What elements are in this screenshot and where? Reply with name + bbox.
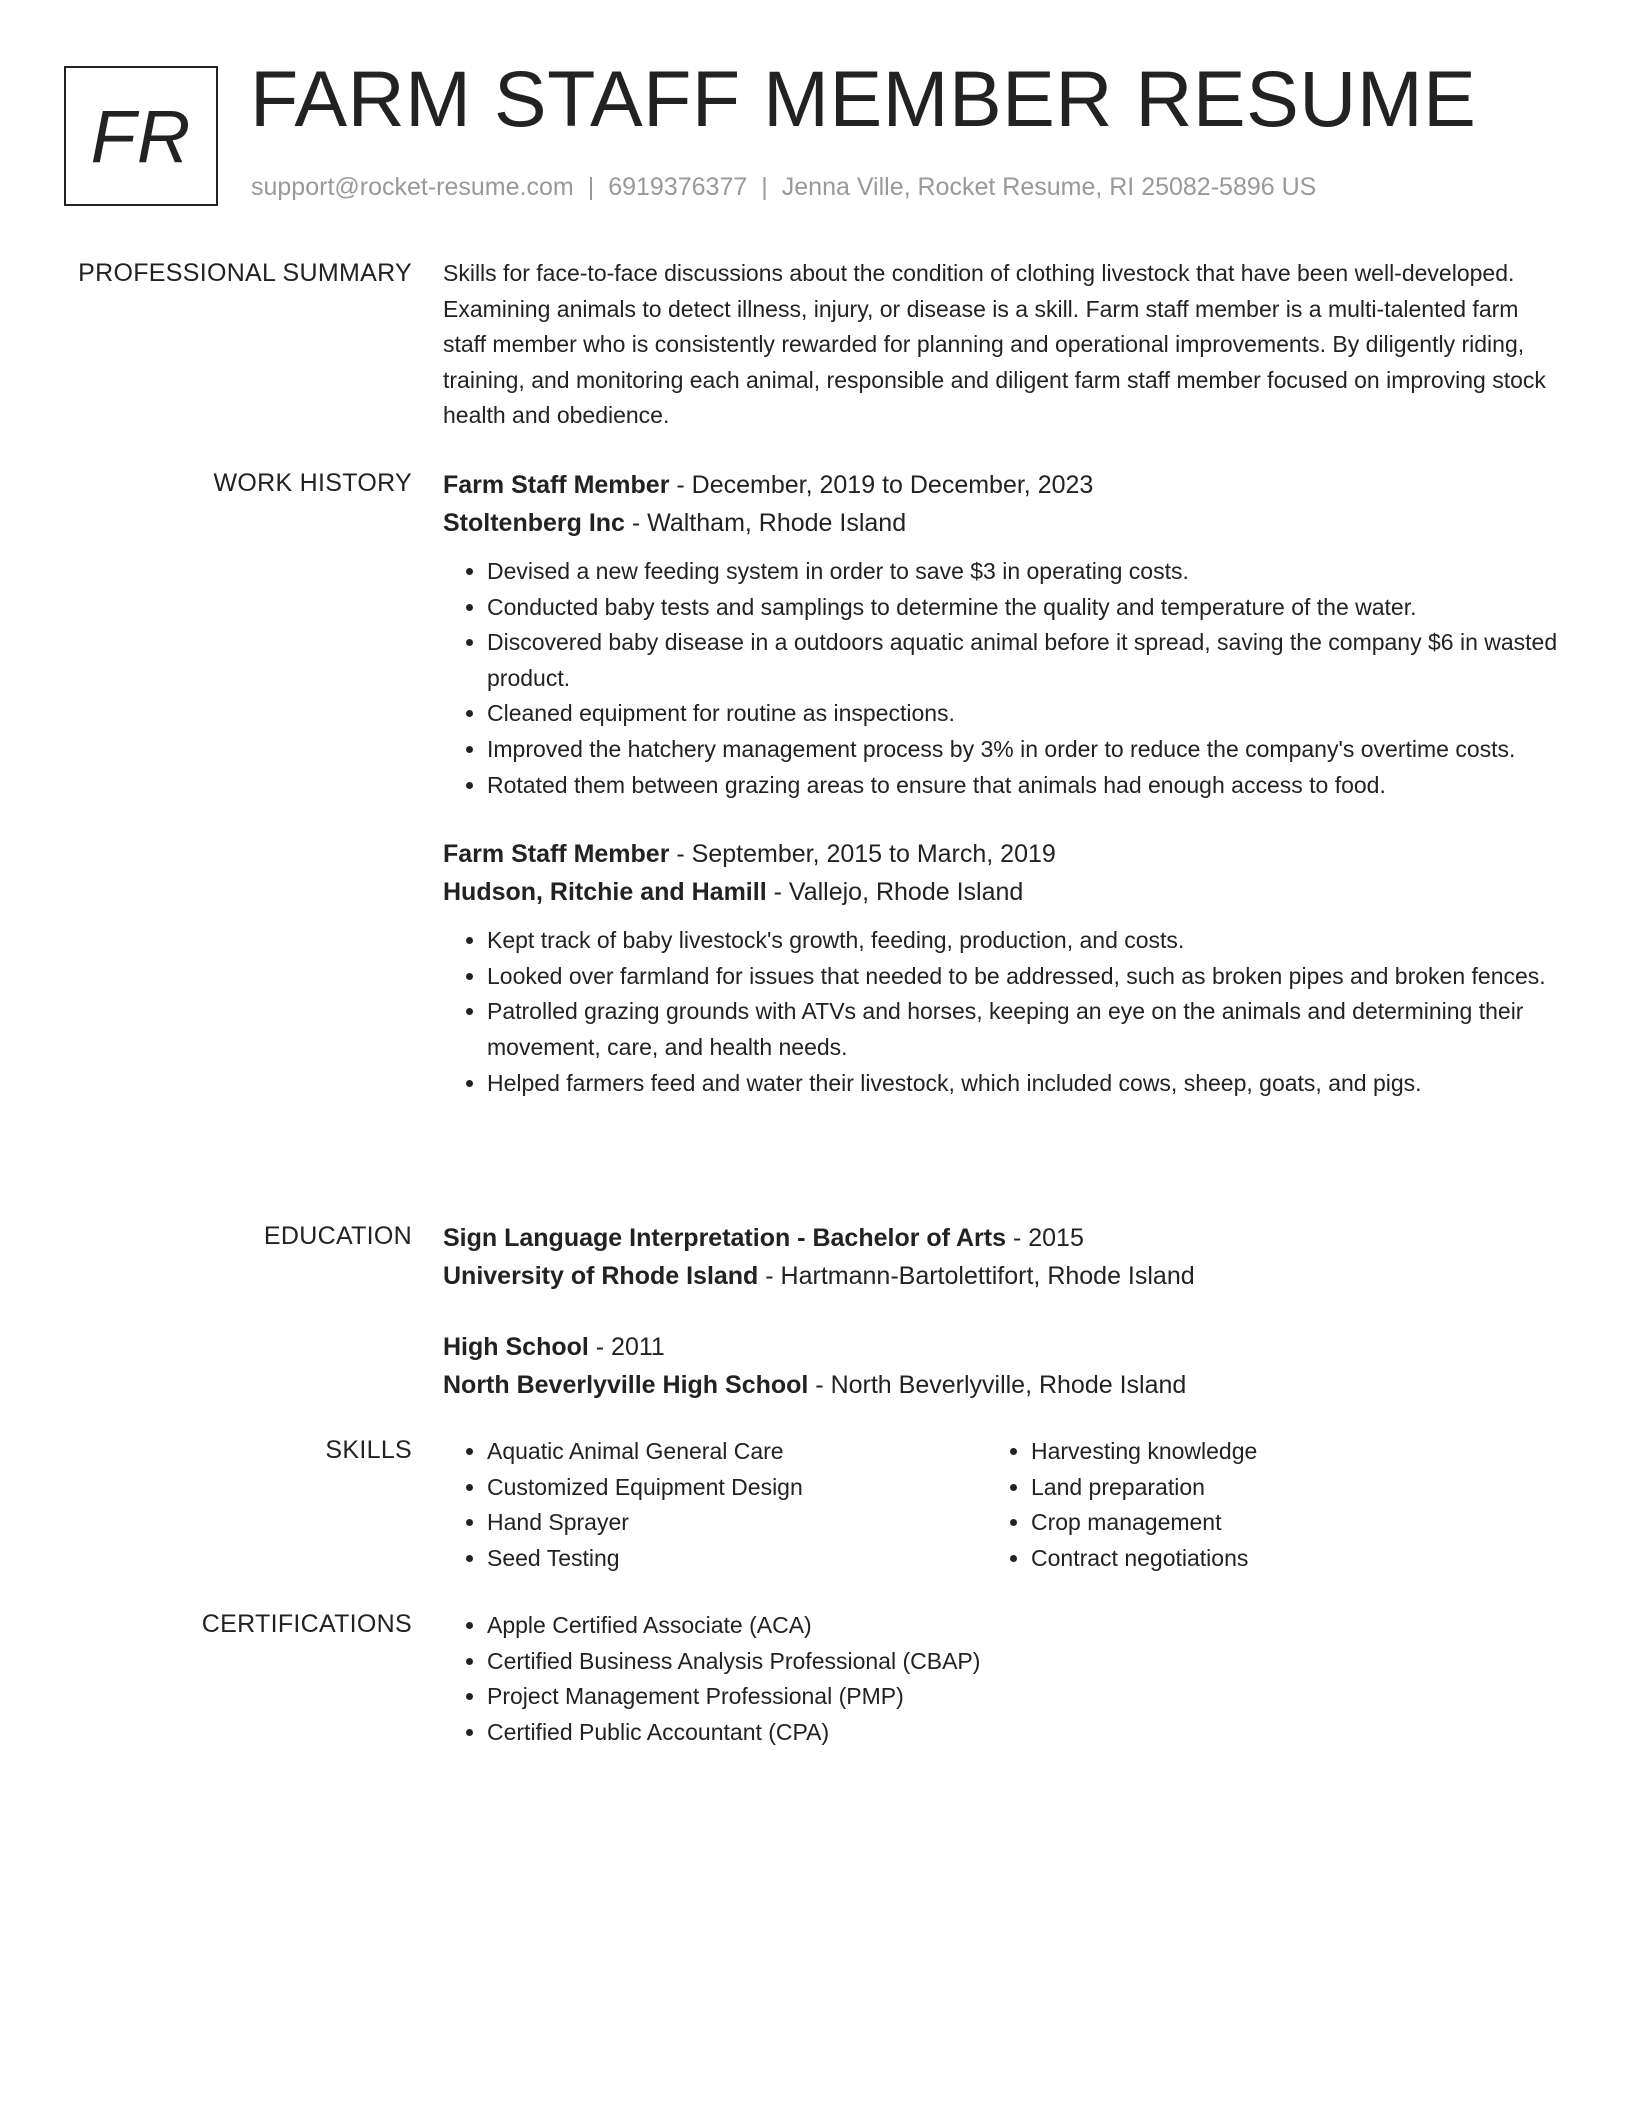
education-entry (443, 1328, 1558, 1404)
job-title: Farm Staff Member (443, 471, 670, 499)
list-item: • Aquatic Animal General Care (487, 1434, 987, 1470)
summary-text: Skills for face-to-face discussions about the condition of clothing livestock that have been well-developed. Examining animals to detect illness, injury, or disease is a skill. Farm staff member is a multi-talented farm staff member who is consistently rewarded for planning and operational improvements. By diligently riding, training, and monitoring each animal, responsible and diligent farm staff member focused on improving stock health and obedience. (443, 260, 1546, 429)
list-item: • Crop management (1031, 1505, 1531, 1541)
job-dates: - December, 2019 to December, 2023 (669, 471, 1094, 499)
job-company-line (443, 504, 1558, 542)
job-company: Stoltenberg Inc (443, 509, 625, 537)
skills-list-right (987, 1434, 1531, 1576)
contact-phone[interactable]: 6919376377 (608, 173, 748, 201)
certifications-body (443, 1608, 1558, 1750)
education-body (443, 1219, 1558, 1404)
list-item: • Harvesting knowledge (1031, 1434, 1531, 1470)
job-location: - Waltham, Rhode Island (624, 509, 907, 537)
list-item: • Cleaned equipment for routine as inspections. (487, 696, 1558, 732)
list-item: • Kept track of baby livestock's growth, feeding, production, and costs. (487, 923, 1558, 959)
school-line (443, 1366, 1558, 1404)
skills-heading: SKILLS (325, 1436, 412, 1464)
monogram-text: FR (90, 94, 192, 178)
certifications-heading: CERTIFICATIONS (201, 1610, 412, 1638)
school-location: - North Beverlyville, Rhode Island (808, 1371, 1187, 1399)
job-company-line (443, 873, 1558, 911)
list-item: • Helped farmers feed and water their livestock, which included cows, sheep, goats, and pigs. (487, 1066, 1558, 1102)
summary-body (443, 256, 1558, 434)
school-name: North Beverlyville High School (443, 1371, 809, 1399)
degree-name: High School (443, 1333, 589, 1361)
skills-list-left (443, 1434, 987, 1576)
resume-title: FARM STAFF MEMBER RESUME (250, 54, 1477, 143)
school-name: University of Rhode Island (443, 1262, 759, 1290)
work-history-heading: WORK HISTORY (213, 469, 412, 497)
job-company: Hudson, Ritchie and Hamill (443, 878, 767, 907)
degree-year: - 2011 (588, 1333, 665, 1361)
education-heading: EDUCATION (263, 1222, 412, 1250)
work-history-body (443, 466, 1558, 1101)
degree-name: Sign Language Interpretation - Bachelor of Arts (443, 1224, 1007, 1252)
job-title: Farm Staff Member (443, 840, 670, 869)
degree-line (443, 1328, 1558, 1366)
list-item: • Customized Equipment Design (487, 1470, 987, 1506)
school-location: - Hartmann-Bartolettifort, Rhode Island (758, 1262, 1195, 1290)
degree-year: - 2015 (1006, 1224, 1084, 1252)
job-duties-list (443, 923, 1558, 1101)
job-entry (443, 466, 1558, 803)
list-item: • Certified Business Analysis Professional (CBAP) (487, 1644, 1558, 1680)
education-entry (443, 1219, 1558, 1295)
job-location: - Vallejo, Rhode Island (766, 878, 1024, 907)
list-item: • Patrolled grazing grounds with ATVs and horses, keeping an eye on the animals and determining their movement, care, and health needs. (487, 994, 1558, 1065)
contact-address: Jenna Ville, Rocket Resume, RI 25082-5896 US (781, 173, 1317, 201)
list-item: • Discovered baby disease in a outdoors aquatic animal before it spread, saving the company $6 in wasted product. (487, 625, 1558, 696)
skills-grid (443, 1434, 1558, 1576)
job-title-line (443, 835, 1558, 873)
list-item: • Seed Testing (487, 1541, 987, 1577)
list-item: • Rotated them between grazing areas to ensure that animals had enough access to food. (487, 768, 1558, 804)
list-item: • Looked over farmland for issues that needed to be addressed, such as broken pipes and broken fences. (487, 959, 1558, 995)
monogram-badge (64, 66, 218, 206)
skills-body (443, 1434, 1558, 1576)
list-item: • Certified Public Accountant (CPA) (487, 1715, 1558, 1751)
job-title-line (443, 466, 1558, 504)
summary-heading: PROFESSIONAL SUMMARY (78, 259, 412, 287)
list-item: • Improved the hatchery management process by 3% in order to reduce the company's overtime costs. (487, 732, 1558, 768)
job-entry (443, 835, 1558, 1101)
list-item: • Conducted baby tests and samplings to determine the quality and temperature of the water. (487, 590, 1558, 626)
contact-separator: | (761, 173, 768, 201)
degree-line (443, 1219, 1558, 1257)
school-line (443, 1257, 1558, 1295)
list-item: • Land preparation (1031, 1470, 1531, 1506)
list-item: • Hand Sprayer (487, 1505, 987, 1541)
list-item: • Contract negotiations (1031, 1541, 1531, 1577)
contact-email[interactable]: support@rocket-resume.com (251, 173, 574, 201)
job-duties-list (443, 554, 1558, 803)
list-item: • Project Management Professional (PMP) (487, 1679, 1558, 1715)
contact-separator: | (587, 173, 595, 201)
list-item: • Apple Certified Associate (ACA) (487, 1608, 1558, 1644)
list-item: • Devised a new feeding system in order to save $3 in operating costs. (487, 554, 1558, 590)
job-dates: - September, 2015 to March, 2019 (669, 840, 1056, 869)
contact-line (251, 173, 1316, 202)
certifications-list (443, 1608, 1558, 1750)
